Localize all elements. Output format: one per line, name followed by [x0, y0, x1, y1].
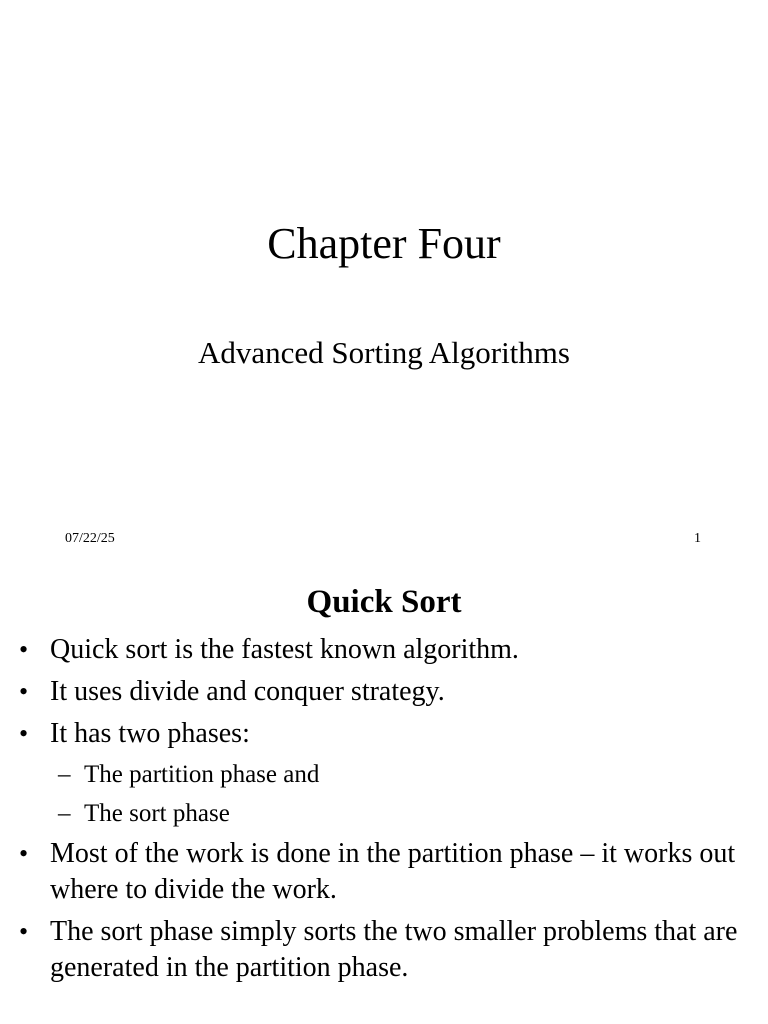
slide-title: Chapter Four [267, 219, 501, 268]
bullet-text: It has two phases: [50, 718, 250, 749]
bullet-icon: • [19, 839, 29, 868]
dash-icon: – [58, 800, 71, 827]
bullet-text: It uses divide and conquer strategy. [50, 676, 445, 707]
bullet-icon: • [19, 917, 29, 946]
list-item [0, 914, 768, 986]
slide-heading: Quick Sort [306, 584, 462, 620]
quick-sort-slide [0, 576, 768, 1024]
sub-bullet-text: The sort phase [84, 800, 230, 827]
list-item [0, 632, 768, 668]
sub-list-item [0, 758, 768, 791]
sub-list-item [0, 797, 768, 830]
bullet-list [0, 632, 768, 992]
sub-bullet-text: The partition phase and [84, 761, 320, 788]
dash-icon: – [58, 761, 71, 788]
slide-number: 1 [694, 531, 701, 546]
bullet-text: Quick sort is the fastest known algorithm. [50, 634, 519, 665]
bullet-icon: • [19, 677, 29, 706]
bullet-icon: • [19, 719, 29, 748]
list-item [0, 716, 768, 752]
bullet-text: Most of the work is done in the partition phase – it works out where to divide the work. [50, 838, 736, 905]
list-item [0, 674, 768, 710]
slide-date: 07/22/25 [65, 531, 115, 546]
list-item [0, 836, 768, 908]
slide-subtitle: Advanced Sorting Algorithms [198, 335, 570, 370]
bullet-icon: • [19, 635, 29, 664]
bullet-text: The sort phase simply sorts the two smaller problems that are generated in the partition phase. [50, 916, 738, 983]
